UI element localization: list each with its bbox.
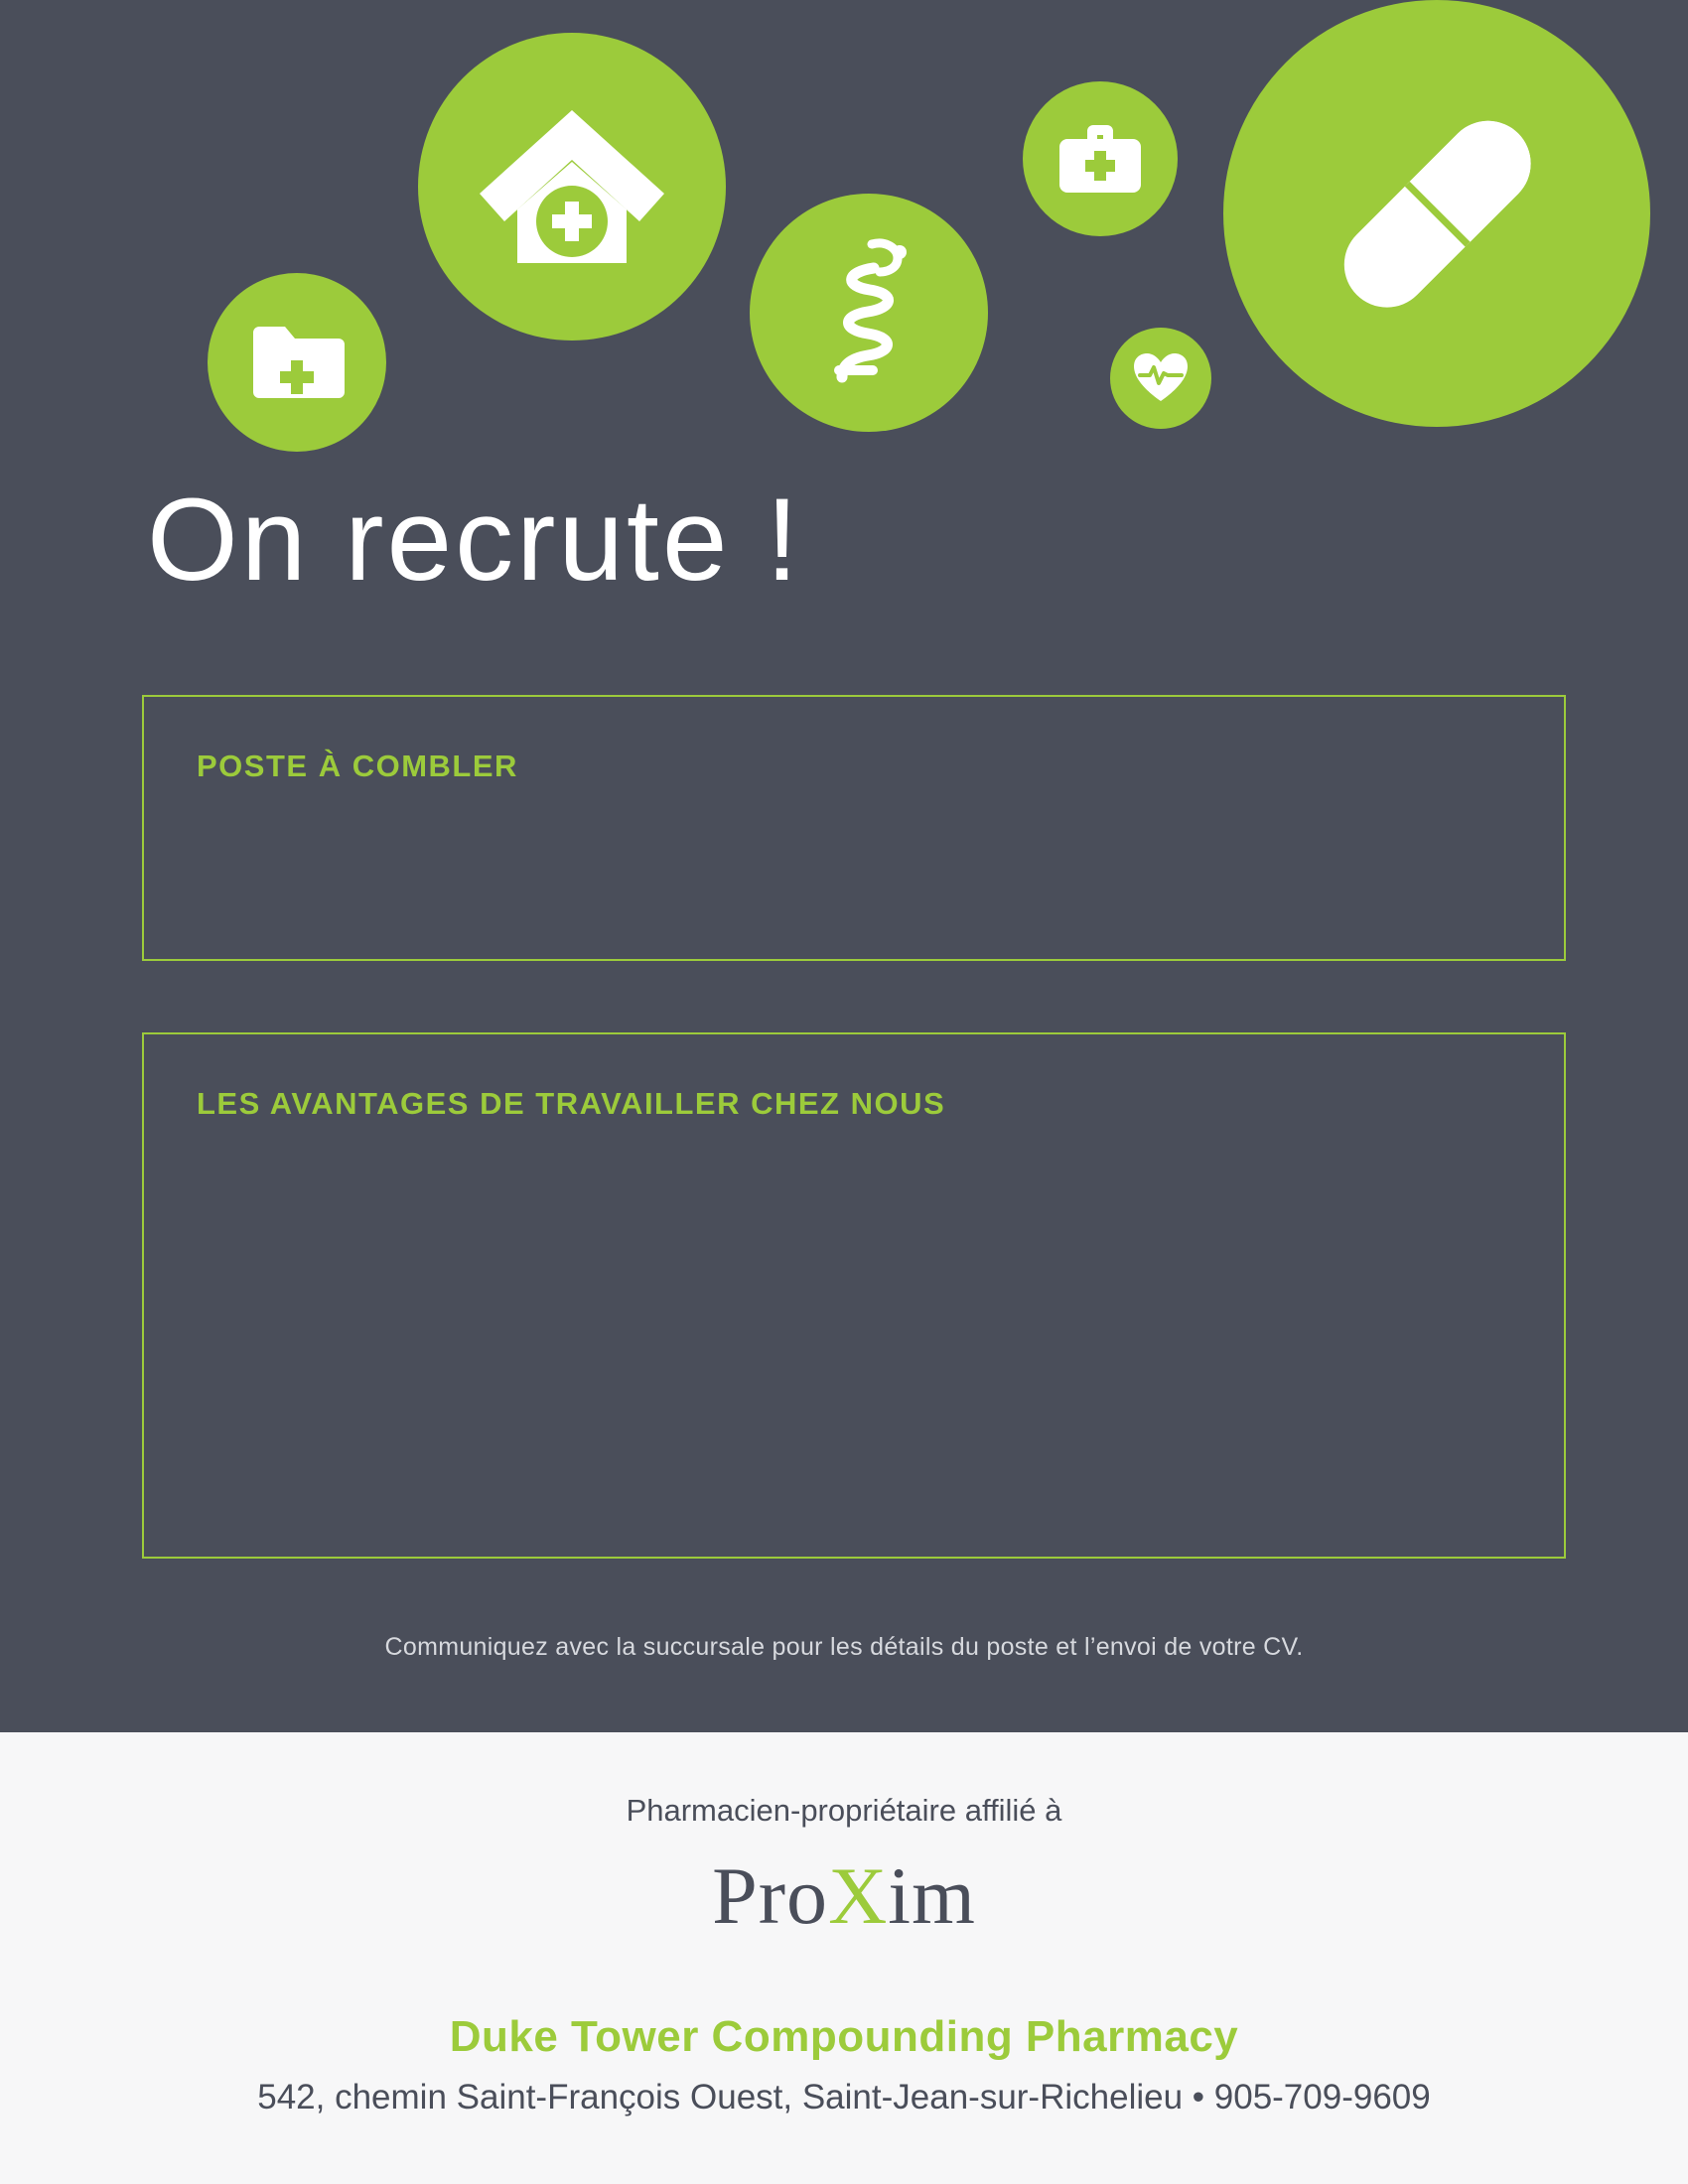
page-title: On recrute ! xyxy=(147,475,802,606)
contact-note: Communiquez avec la succursale pour les détails du poste et l’envoi de votre CV. xyxy=(384,1633,1304,1661)
heart-pulse-icon xyxy=(1110,328,1211,429)
footer xyxy=(0,1732,1688,2184)
pharmacy-address: 542, chemin Saint-François Ouest, Saint-Jean-sur-Richelieu • 905-709-9609 xyxy=(257,2078,1431,2116)
pharmacy-name: Duke Tower Compounding Pharmacy xyxy=(449,2012,1239,2061)
section-avantages xyxy=(142,1032,1566,1559)
proxim-logo xyxy=(0,1850,1688,1941)
home-medical-icon xyxy=(418,33,726,341)
pill-capsule-icon xyxy=(1223,0,1650,427)
folder-plus-icon xyxy=(208,273,386,452)
logo-part-2: im xyxy=(888,1850,976,1941)
section-poste-a-combler xyxy=(142,695,1566,961)
section-title: LES AVANTAGES DE TRAVAILLER CHEZ NOUS xyxy=(197,1086,946,1121)
logo-part-1: Pro xyxy=(712,1850,829,1941)
section-title: POSTE À COMBLER xyxy=(197,749,518,783)
logo-leaf-x-icon: X xyxy=(828,1850,889,1941)
caduceus-icon xyxy=(750,194,988,432)
affiliate-text: Pharmacien-propriétaire affilié à xyxy=(626,1793,1062,1828)
first-aid-kit-icon xyxy=(1023,81,1178,236)
